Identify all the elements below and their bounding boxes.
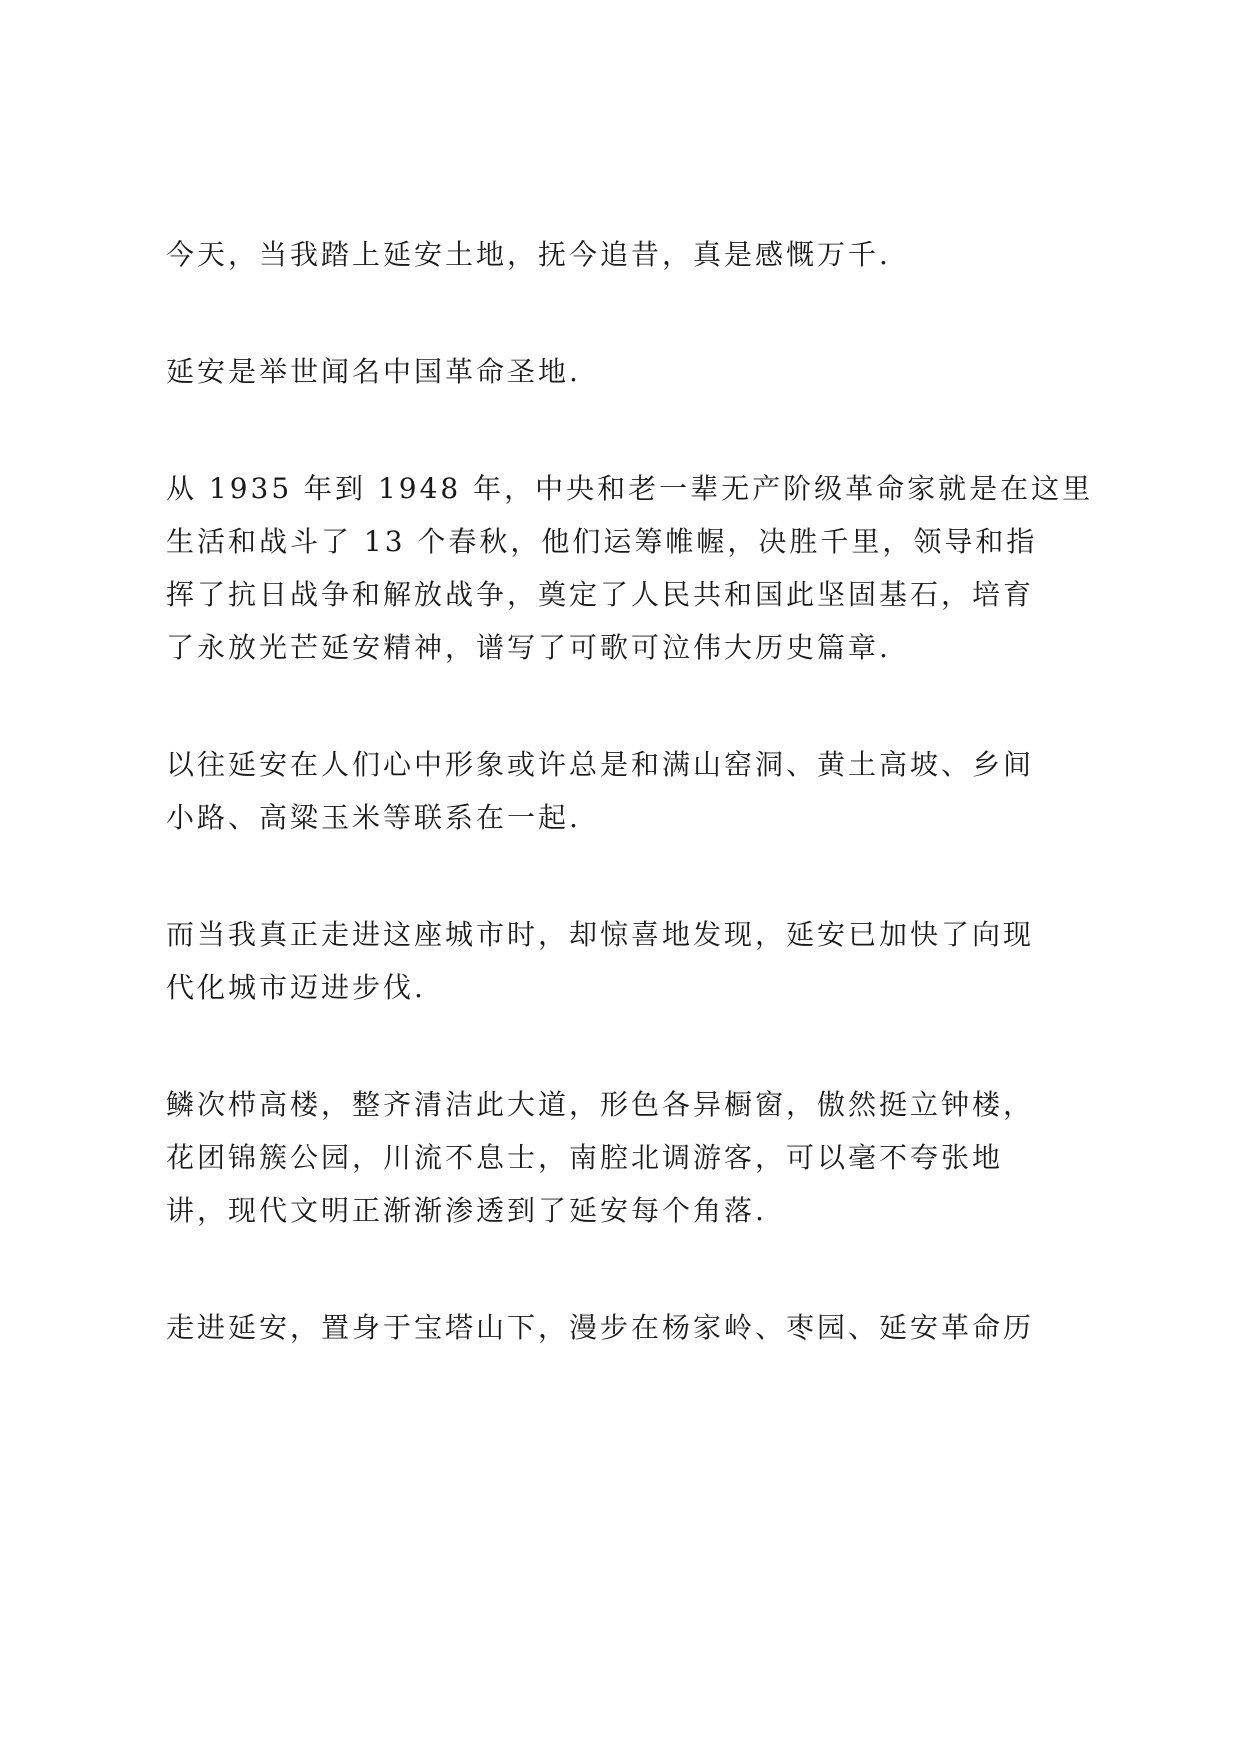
document-body (166, 228, 1096, 1418)
paragraph-6: 鳞次栉高楼，整齐清洁此大道，形色各异橱窗，傲然挺立钟楼， 花团锦簇公园，川流不息士，南腔北调游客，可以毫不夸张地 讲，现代文明正渐渐渗透到了延安每个角落. (166, 1088, 1035, 1227)
paragraph-1: 今天，当我踏上延安土地，抚今追昔，真是感慨万千. (166, 238, 891, 271)
paragraph-2: 延安是举世闻名中国革命圣地. (166, 355, 581, 388)
paragraph-4: 以往延安在人们心中形象或许总是和满山窑洞、黄土高坡、乡间 小路、高粱玉米等联系在一起. (166, 748, 1035, 834)
paragraph-3: 从 1935 年到 1948 年，中央和老一辈无产阶级革命家就是在这里 生活和战斗了 13 个春秋，他们运筹帷幄，决胜千里，领导和指 挥了抗日战争和解放战争，奠定了人民共和国此坚固基石，培育 了永放光芒延安精神，谱写了可歌可泣伟大历史篇章. (166, 472, 1094, 664)
paragraph-7: 走进延安，置身于宝塔山下，漫步在杨家岭、枣园、延安革命历 (166, 1311, 1035, 1344)
paragraph-5: 而当我真正走进这座城市时，却惊喜地发现，延安已加快了向现 代化城市迈进步伐. (166, 918, 1035, 1004)
